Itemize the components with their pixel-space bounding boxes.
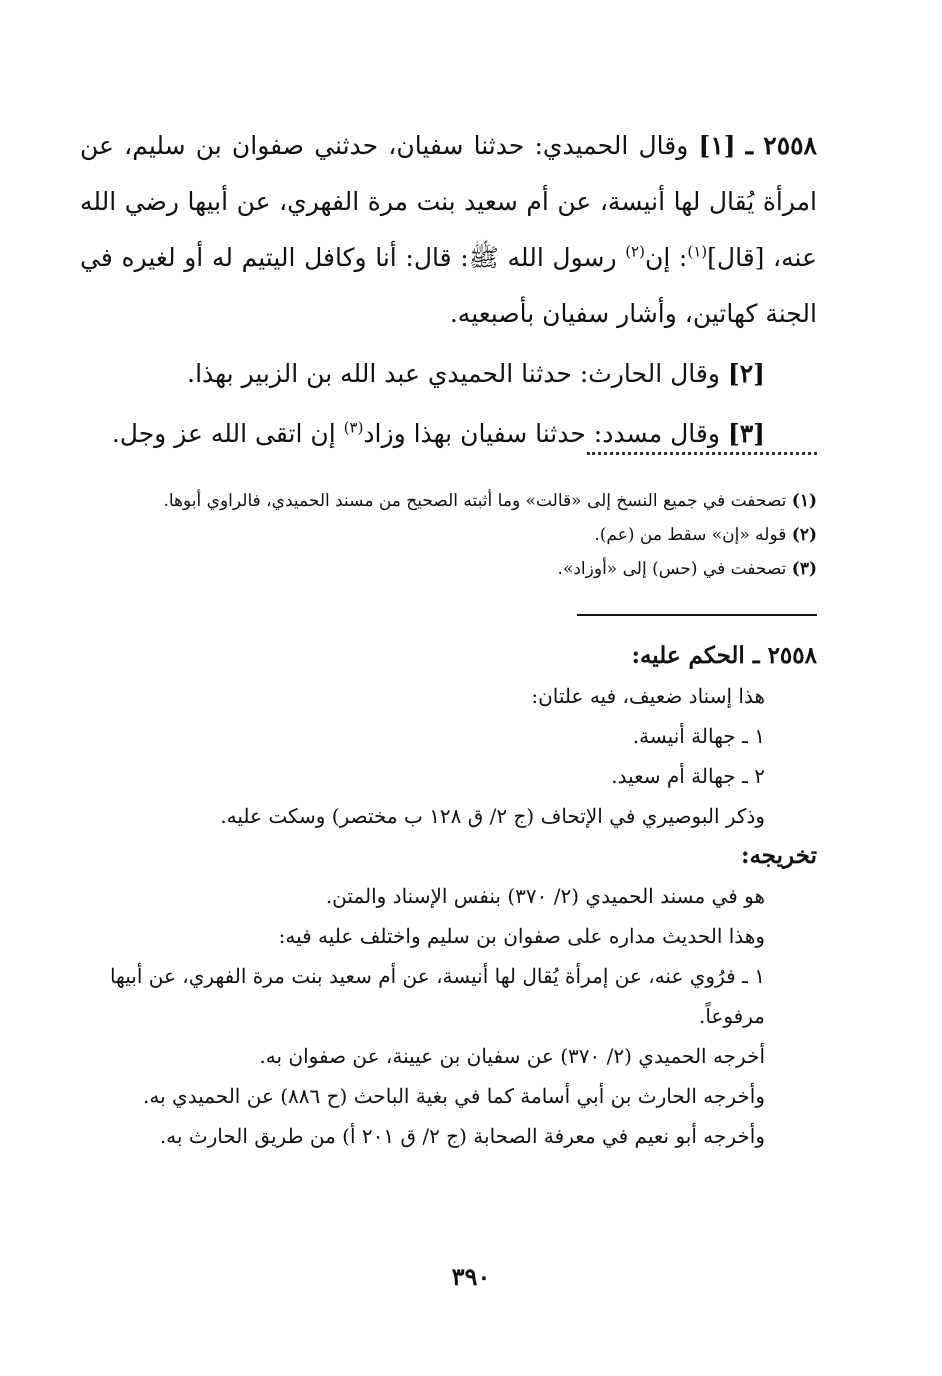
narration-1: ٢٥٥٨ ـ [١] وقال الحميدي: حدثنا سفيان، حدثني صفوان بن سليم، عن امرأة يُقال لها أنيسة، عن أم سعيد بنت مرة الفهري، عن أبيها رضي الله عنه، [قال]$^{(١)}$: إن$^{(٢)}$ رسول الله ﷺ: قال: أنا وكافل اليتيم له أو لغيره في الجنة كهاتين، وأشار سفيان بأصبعيه.: [80, 131, 817, 328]
takhrij-line: وأخرجه الحارث بن أبي أسامة كما في بغية الباحث (ح ٨٨٦) عن الحميدي به.: [143, 1084, 765, 1108]
narration-marker: [٢]: [727, 359, 765, 388]
takhrij-line: ١ ـ فرُوي عنه، عن إمرأة يُقال لها أنيسة، عن أم سعيد بنت مرة الفهري، عن أبيها مرفوعاً.: [109, 964, 765, 1028]
section-separator: [577, 614, 817, 616]
narration-text: وقال مسدد: حدثنا سفيان بهذا وزاد: [363, 419, 720, 448]
narration-2: [80, 346, 817, 402]
footnotes: [80, 484, 817, 586]
cause-item: ١ ـ جهالة أنيسة.: [632, 724, 765, 748]
footnote-ref: (٣): [343, 418, 364, 437]
verdict-intro: هذا إسناد ضعيف، فيه علتان:: [531, 684, 765, 708]
busiri-note: وذكر البوصيري في الإتحاف (ج ٢/ ق ١٢٨ ب مختصر) وسكت عليه.: [220, 804, 765, 828]
narration-marker: [٣]: [727, 419, 765, 448]
footnote-ref: (٢): [625, 242, 645, 261]
verdict-heading: ٢٥٥٨ ـ الحكم عليه:: [631, 642, 817, 669]
footnote: (٣) تصحفت في (حس) إلى «أوزاد».: [557, 559, 817, 579]
takhrij-line: وهذا الحديث مداره على صفوان بن سليم واختلف عليه فيه:: [278, 924, 765, 948]
narration-3: [٣] وقال مسدد: حدثنا سفيان بهذا وزاد$^{(٣)}$ إن اتقى الله عز وجل.: [111, 418, 765, 448]
takhrij-line: هو في مسند الحميدي (٢/ ٣٧٠) بنفس الإسناد والمتن.: [325, 884, 765, 908]
footnote: (٢) قوله «إن» سقط من (عم).: [594, 525, 817, 545]
commentary: [80, 636, 817, 1156]
takhrij-heading: تخريجه:: [740, 842, 817, 869]
hadith-text: [80, 118, 817, 462]
footnote: (١) تصحفت في جميع النسخ إلى «قالت» وما أثبته الصحيح من مسند الحميدي، فالراوي أبوها.: [163, 491, 817, 511]
page-number: ٣٩٠: [451, 1262, 491, 1291]
hadith-number: ٢٥٥٨: [763, 131, 817, 160]
narration-text: وقال الحميدي: حدثنا سفيان، حدثني صفوان بن سليم، عن امرأة يُقال لها أنيسة، عن أم سعيد بنت مرة الفهري، عن أبيها رضي الله عنه، [قال]: [80, 131, 817, 272]
cause-item: ٢ ـ جهالة أم سعيد.: [611, 764, 765, 788]
narration-marker: [١]: [698, 131, 736, 160]
footnote-ref: (١): [687, 242, 708, 261]
narration-text: وقال الحارث: حدثنا الحميدي عبد الله بن الزبير بهذا.: [187, 359, 720, 388]
footnote-divider: [587, 452, 817, 455]
takhrij-line: أخرجه الحميدي (٢/ ٣٧٠) عن سفيان بن عيينة، عن صفوان به.: [259, 1044, 765, 1068]
takhrij-line: وأخرجه أبو نعيم في معرفة الصحابة (ج ٢/ ق ٢٠١ أ) من طريق الحارث به.: [159, 1124, 765, 1148]
